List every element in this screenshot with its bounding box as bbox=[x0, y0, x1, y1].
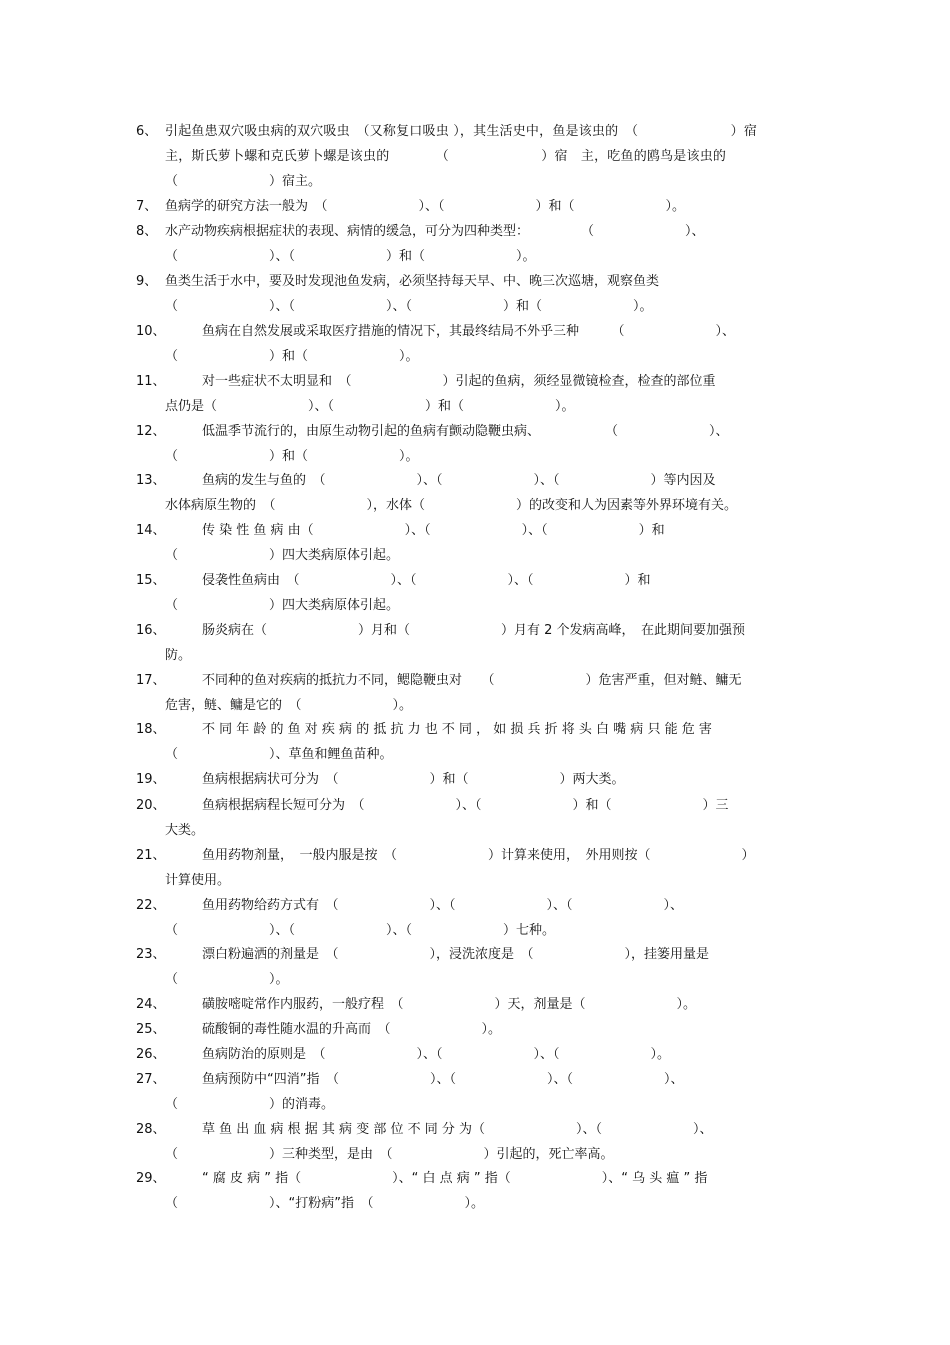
question-text-line: 鱼病根据病程长短可分为 （ ）、（ ）和（ ）三 bbox=[202, 798, 729, 813]
question-number: 11、 bbox=[136, 374, 166, 389]
question-number: 8、 bbox=[136, 224, 158, 239]
question-number: 26、 bbox=[136, 1047, 166, 1062]
question-number: 14、 bbox=[136, 523, 166, 538]
question-text-line: 主，斯氏萝卜螺和克氏萝卜螺是该虫的 （ ）宿 主，吃鱼的鸥鸟是该虫的 bbox=[165, 149, 727, 164]
question-text-line: 草 鱼 出 血 病 根 据 其 病 变 部 位 不 同 分 为（ ）、（ ）、 bbox=[202, 1122, 713, 1137]
question-number: 29、 bbox=[136, 1171, 166, 1186]
question-text-line: （ ）、草鱼和鲤鱼苗种。 bbox=[165, 747, 393, 762]
question-text-line: 鱼用药物剂量， 一般内服是按 （ ）计算来使用， 外用则按（ ） bbox=[202, 848, 755, 863]
question-text-line: 点仍是（ ）、（ ）和（ ）。 bbox=[165, 399, 575, 414]
question-text-line: 鱼病根据病状可分为 （ ）和（ ）两大类。 bbox=[202, 772, 625, 787]
question-text-line: （ ）四大类病原体引起。 bbox=[165, 548, 400, 563]
question-text-line: 水产动物疾病根据症状的表现、病情的缓急，可分为四种类型： （ ）、 bbox=[165, 224, 705, 239]
question-number: 15、 bbox=[136, 573, 166, 588]
question-text-line: 漂白粉遍洒的剂量是 （ ），浸洗浓度是 （ ），挂篓用量是 bbox=[202, 947, 710, 962]
question-text-line: 防。 bbox=[165, 648, 192, 663]
question-number: 10、 bbox=[136, 324, 166, 339]
question-text-line: （ ）和（ ）。 bbox=[165, 349, 419, 364]
question-text-line: 鱼病在自然发展或采取医疗措施的情况下，其最终结局不外乎三种 （ ）、 bbox=[202, 324, 736, 339]
question-text-line: 肠炎病在（ ）月和（ ）月有 2 个发病高峰， 在此期间要加强预 bbox=[202, 623, 746, 638]
question-text-line: 引起鱼患双穴吸虫病的双穴吸虫 （又称复口吸虫 ），其生活史中，鱼是该虫的 （ ）宿 bbox=[165, 124, 758, 139]
question-number: 16、 bbox=[136, 623, 166, 638]
question-text-line: 鱼病的发生与鱼的 （ ）、（ ）、（ ）等内因及 bbox=[202, 473, 716, 488]
question-text-line: 大类。 bbox=[165, 823, 205, 838]
question-text-line: 不 同 年 龄 的 鱼 对 疾 病 的 抵 抗 力 也 不 同 ， 如 损 兵 折 将 头 白 嘴 病 只 能 危 害 bbox=[202, 722, 712, 737]
question-number: 24、 bbox=[136, 997, 166, 1012]
question-text-line: 危害，鲢、鳙是它的 （ ）。 bbox=[165, 698, 413, 713]
question-number: 23、 bbox=[136, 947, 166, 962]
question-text-line: 对一些症状不太明显和 （ ）引起的鱼病，须经显微镜检查，检查的部位重 bbox=[202, 374, 716, 389]
question-text-line: 硫酸铜的毒性随水温的升高而 （ ）。 bbox=[202, 1022, 502, 1037]
question-text-line: 低温季节流行的，由原生动物引起的鱼病有颤动隐鞭虫病、 （ ）、 bbox=[202, 424, 729, 439]
question-text-line: （ ）宿主。 bbox=[165, 174, 322, 189]
question-text-line: （ ）。 bbox=[165, 972, 289, 987]
question-text-line: 鱼病预防中“四消”指 （ ）、（ ）、（ ）、 bbox=[202, 1072, 684, 1087]
question-text-line: （ ）四大类病原体引起。 bbox=[165, 598, 400, 613]
question-text-line: （ ）、（ ）、（ ）七种。 bbox=[165, 923, 556, 938]
question-number: 25、 bbox=[136, 1022, 166, 1037]
question-text-line: 计算使用。 bbox=[165, 873, 231, 888]
question-number: 12、 bbox=[136, 424, 166, 439]
question-text-line: （ ）的消毒。 bbox=[165, 1097, 335, 1112]
question-text-line: 不同种的鱼对疾病的抵抗力不同，鳃隐鞭虫对 （ ）危害严重，但对鲢、鳙无 bbox=[202, 673, 742, 688]
question-text-line: （ ）和（ ）。 bbox=[165, 449, 419, 464]
question-text-line: 鱼类生活于水中，要及时发现池鱼发病，必须坚持每天早、中、晚三次巡塘，观察鱼类 bbox=[165, 274, 660, 289]
question-number: 28、 bbox=[136, 1122, 166, 1137]
question-number: 18、 bbox=[136, 722, 166, 737]
question-text-line: （ ）、（ ）、（ ）和（ ）。 bbox=[165, 299, 653, 314]
question-number: 19、 bbox=[136, 772, 166, 787]
question-text-line: （ ）、（ ）和（ ）。 bbox=[165, 249, 536, 264]
question-text-line: 鱼病学的研究方法一般为 （ ）、（ ）和（ ）。 bbox=[165, 199, 686, 214]
question-number: 20、 bbox=[136, 798, 166, 813]
question-text-line: 鱼病防治的原则是 （ ）、（ ）、（ ）。 bbox=[202, 1047, 671, 1062]
question-text-line: 侵袭性鱼病由 （ ）、（ ）、（ ）和 bbox=[202, 573, 651, 588]
question-text-line: 水体病原生物的 （ ），水体（ ）的改变和人为因素等外界环境有关。 bbox=[165, 498, 738, 513]
question-number: 9、 bbox=[136, 274, 158, 289]
question-text-line: 磺胺嘧啶常作内服药，一般疗程 （ ）天，剂量是（ ）。 bbox=[202, 997, 697, 1012]
question-text-line: “ 腐 皮 病 ” 指（ ）、“ 白 点 病 ” 指（ ）、“ 乌 头 瘟 ” 指 bbox=[202, 1171, 708, 1186]
question-number: 21、 bbox=[136, 848, 166, 863]
question-number: 6、 bbox=[136, 124, 158, 139]
question-text-line: （ ）三种类型，是由 （ ）引起的，死亡率高。 bbox=[165, 1147, 614, 1162]
question-text-line: 传 染 性 鱼 病 由（ ）、（ ）、（ ）和 bbox=[202, 523, 665, 538]
question-number: 27、 bbox=[136, 1072, 166, 1087]
question-text-line: （ ）、“打粉病”指 （ ）。 bbox=[165, 1196, 484, 1211]
question-number: 17、 bbox=[136, 673, 166, 688]
question-number: 22、 bbox=[136, 898, 166, 913]
question-number: 13、 bbox=[136, 473, 166, 488]
question-number: 7、 bbox=[136, 199, 158, 214]
question-text-line: 鱼用药物给药方式有 （ ）、（ ）、（ ）、 bbox=[202, 898, 684, 913]
